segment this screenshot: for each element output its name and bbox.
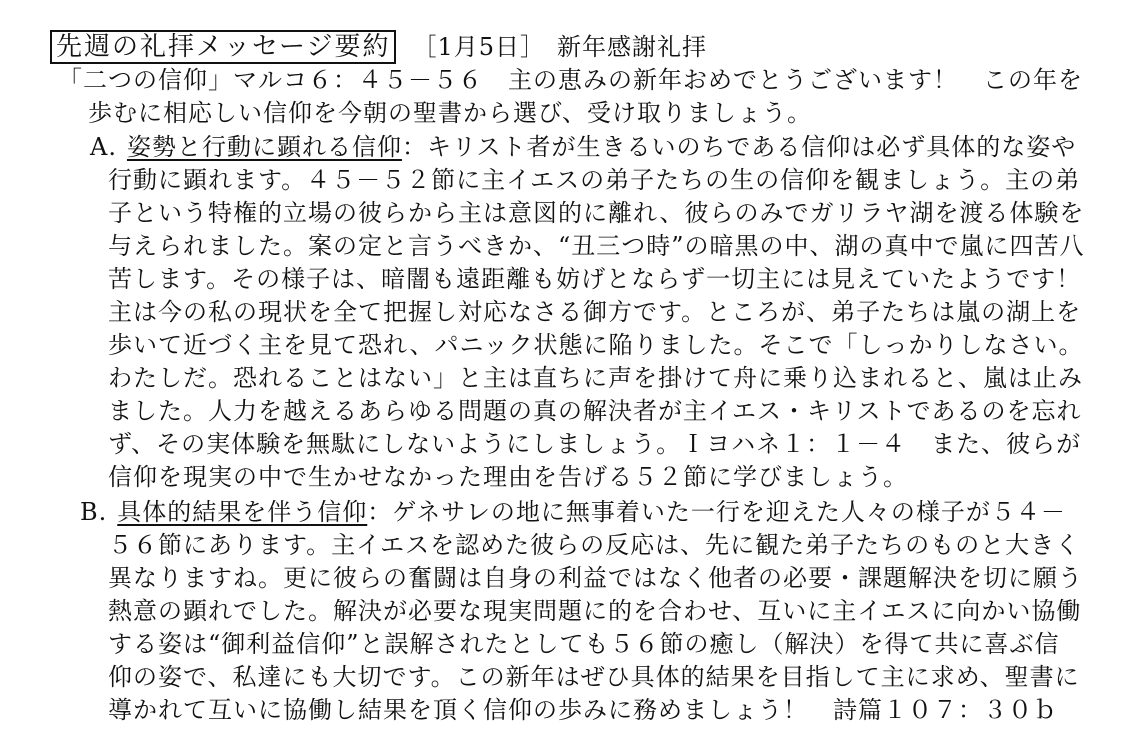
section-a-line: 信仰を現実の中で生かせなかった理由を告げる５２節に学びましょう。 xyxy=(108,463,908,491)
section-b-line: 仰の姿で、私達にも大切です。この新年はぜひ具体的結果を目指して主に求め、聖書に xyxy=(108,663,1080,691)
section-b-line: する姿は“御利益信仰”と誤解されたとしても５６節の癒し（解決）を得て共に喜ぶ信 xyxy=(108,630,1060,658)
section-a-heading: 姿勢と行動に顕れる信仰 xyxy=(126,133,402,161)
page-title: 先週の礼拝メッセージ要約 xyxy=(50,30,396,64)
section-a-line: 主は今の私の現状を全て把握し対応なさる御方です。ところが、弟子たちは嵐の湖上を xyxy=(108,298,1082,326)
header-line xyxy=(50,30,707,64)
section-b-first-line xyxy=(80,495,1066,529)
section-b-line: 異なりますね。更に彼らの奮闘は自身の利益ではなく他者の必要・課題解決を切に願う xyxy=(108,564,1083,592)
intro-line: 「二つの信仰」マルコ６：４５－５６ 主の恵みの新年おめでとうございます！ この年を xyxy=(58,66,1083,94)
service-topic: 新年感謝礼拝 xyxy=(557,33,707,61)
message-date: ［1月5日］ xyxy=(412,33,545,61)
section-b-line: ５６節にあります。主イエスを認めた彼らの反応は、先に観た弟子たちのものと大きく xyxy=(108,531,1081,559)
section-a-first-line xyxy=(90,130,1076,164)
section-a-line: 子という特権的立場の彼らから主は意図的に離れ、彼らのみでガリラヤ湖を渡る体験を xyxy=(108,199,1085,227)
section-a-line: 与えられました。案の定と言うべきか、“丑三つ時”の暗黒の中、湖の真中で嵐に四苦八 xyxy=(108,232,1085,260)
section-b-text: ：ゲネサレの地に無事着いた一行を迎えた人々の様子が５４－ xyxy=(367,498,1066,526)
section-a-line: 苦します。その様子は、暗闇も遠距離も妨げとならず一切主には見えていたようです！ xyxy=(108,265,1082,293)
section-b-line: 導かれて互いに協働し結果を頂く信仰の歩みに務めましょう！ 詩篇１０７：３０ｂ xyxy=(108,696,1058,724)
section-a-label: A. xyxy=(90,133,117,161)
section-a-line: 歩いて近づく主を見て恐れ、パニック状態に陥りました。そこで「しっかりしなさい。 xyxy=(108,331,1084,359)
section-a-line: ました。人力を越えるあらゆる問題の真の解決者が主イエス・キリストであるのを忘れ xyxy=(108,397,1082,425)
section-b-line: 熱意の顕れでした。解決が必要な現実問題に的を合わせ、互いに主イエスに向かい協働 xyxy=(108,597,1082,625)
section-b-label: B. xyxy=(80,498,108,526)
section-a-line: わたしだ。恐れることはない」と主は直ちに声を掛けて舟に乗り込まれると、嵐は止み xyxy=(108,364,1083,392)
intro-line: 歩むに相応しい信仰を今朝の聖書から選び、受け取りましょう。 xyxy=(88,99,813,127)
section-b-heading: 具体的結果を伴う信仰 xyxy=(117,498,368,526)
section-a-line: 行動に顕れます。４５－５２節に主イエスの弟子たちの生の信仰を観ましょう。主の弟 xyxy=(108,166,1081,194)
section-a-text: ：キリスト者が生きるいのちである信仰は必ず具体的な姿や xyxy=(401,133,1077,161)
section-a-line: ず、その実体験を無駄にしないようにしましょう。Ｉヨハネ１：１－４ また、彼らが xyxy=(108,430,1082,458)
